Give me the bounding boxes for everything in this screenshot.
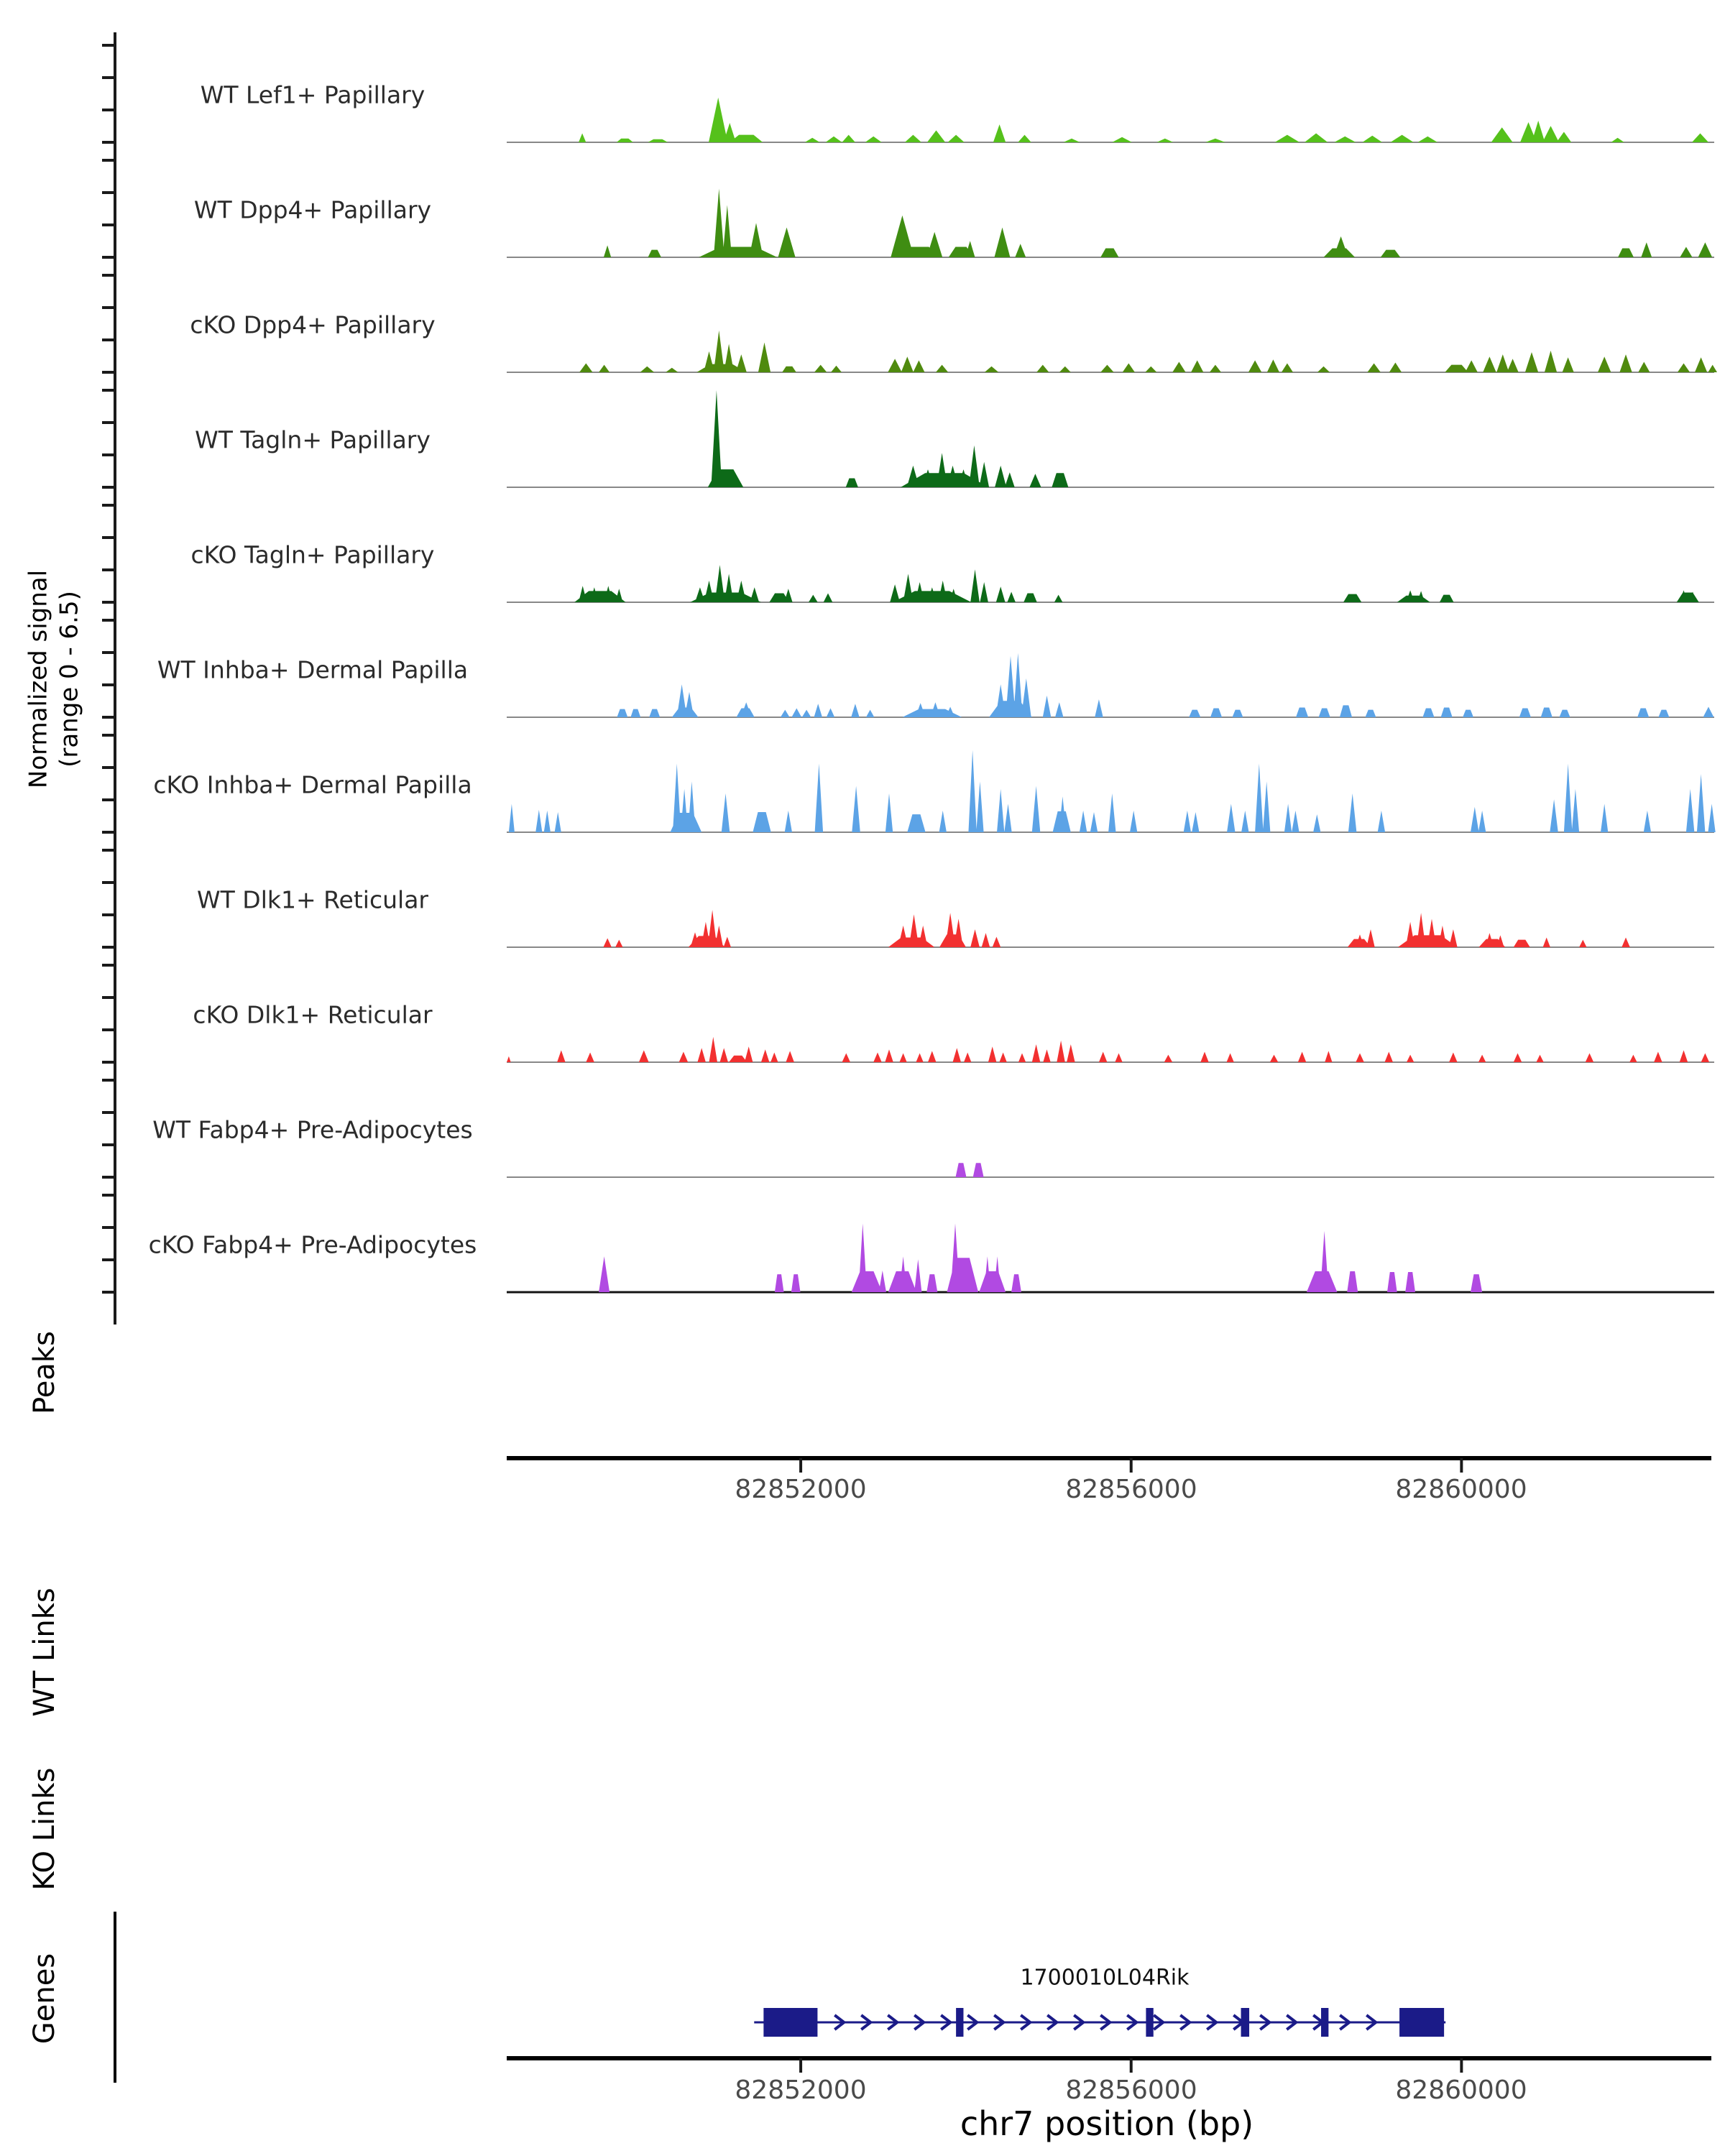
peaks-axis-tick-82856000: 82856000 [1065,1475,1197,1504]
track-label: WT Tagln+ Papillary [195,425,431,454]
gene-exon [763,2008,817,2037]
genome-axis-tick-82852000: 82852000 [735,2076,867,2105]
genome-axis-tick-82860000: 82860000 [1395,2076,1527,2105]
coverage-track-area [708,390,1069,487]
genome-axis-title: chr7 position (bp) [960,2104,1254,2143]
track-label: WT Inhba+ Dermal Papilla [157,655,469,684]
track-label: cKO Fabp4+ Pre-Adipocytes [148,1230,477,1259]
signal-y-axis-label-line1: Normalized signal [24,569,53,789]
coverage-track-area [599,1224,1482,1293]
coverage-track-area [579,331,1717,372]
wt-links-section-label: WT Links [28,1588,61,1717]
gene-exon [956,2008,963,2037]
track-label: WT Dpp4+ Papillary [193,195,432,224]
gene-exon [1241,2008,1249,2037]
coverage-track-area [604,189,1712,258]
coverage-track-area [603,910,1629,947]
ko-links-section-label: KO Links [28,1767,61,1891]
gene-exon [1146,2008,1153,2037]
track-label: cKO Dlk1+ Reticular [193,1000,433,1029]
gene-name-label: 1700010L04Rik [1020,1965,1190,1991]
signal-y-axis-label [24,570,85,788]
track-label: cKO Dpp4+ Papillary [190,310,436,339]
signal-y-axis-label-line2: (range 0 - 6.5) [55,591,83,768]
gene-exon [1399,2008,1444,2037]
track-label: WT Lef1+ Papillary [200,80,426,109]
track-label: WT Fabp4+ Pre-Adipocytes [152,1115,473,1144]
genes-section-label: Genes [28,1953,61,2045]
coverage-track-area [617,653,1714,717]
peaks-section-label: Peaks [28,1331,61,1414]
peaks-axis-tick-82852000: 82852000 [735,1475,867,1504]
coverage-track-area [509,750,1716,832]
track-label: cKO Inhba+ Dermal Papilla [153,770,472,799]
coverage-track-area [574,565,1699,602]
genome-axis-tick-82856000: 82856000 [1065,2076,1197,2105]
coverage-track-area [507,1037,1709,1062]
coverage-track-area [579,98,1708,142]
coverage-track-area [956,1163,984,1177]
gene-exon [1321,2008,1328,2037]
peaks-axis-tick-82860000: 82860000 [1395,1475,1527,1504]
track-label: WT Dlk1+ Reticular [197,885,428,914]
track-label: cKO Tagln+ Papillary [190,540,435,569]
